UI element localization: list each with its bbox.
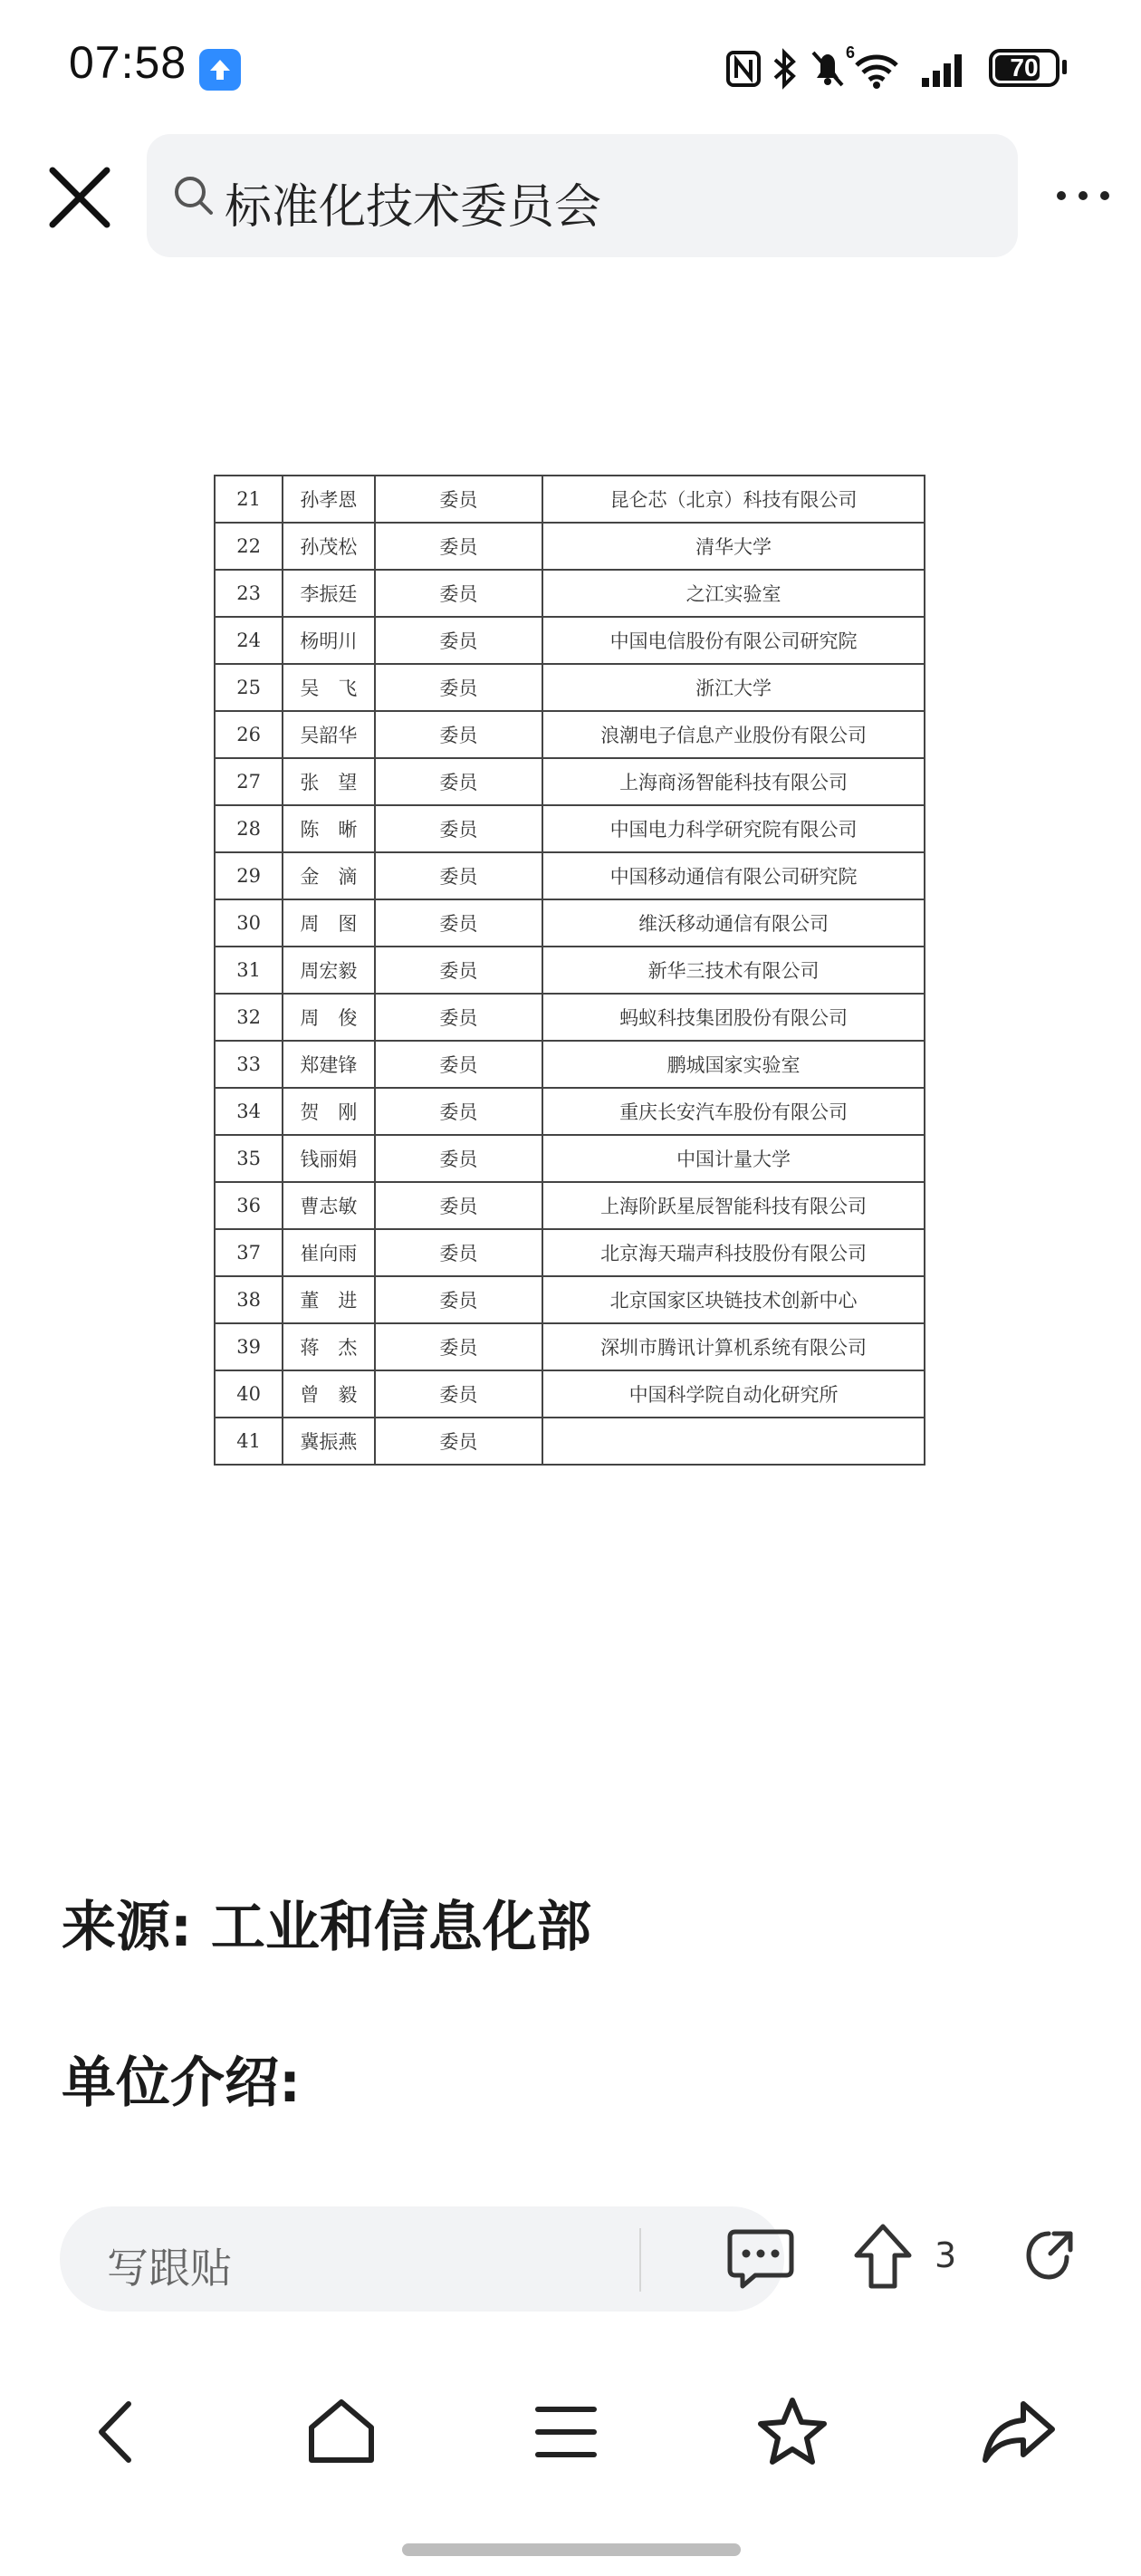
row-number: 33: [215, 1041, 283, 1088]
member-role: 委员: [375, 1229, 543, 1276]
upvote-count: 3: [935, 2235, 957, 2275]
member-role: 委员: [375, 1418, 543, 1465]
table-row: [215, 1041, 925, 1088]
table-row: [215, 852, 925, 899]
member-organization: 中国移动通信有限公司研究院: [542, 852, 925, 899]
member-role: 委员: [375, 1135, 543, 1182]
member-table-image: [214, 475, 925, 1466]
search-icon: [172, 174, 216, 217]
row-number: 26: [215, 711, 283, 758]
menu-icon: [525, 2391, 607, 2473]
share-icon: [1021, 2226, 1078, 2283]
member-role: 委员: [375, 994, 543, 1041]
member-name: 周 图: [283, 899, 374, 947]
member-name: 贺 刚: [283, 1088, 374, 1135]
share-button[interactable]: [1021, 2226, 1078, 2283]
row-number: 28: [215, 805, 283, 852]
more-button[interactable]: [1054, 178, 1112, 214]
upvote-button[interactable]: [851, 2221, 969, 2293]
comment-input[interactable]: [60, 2206, 784, 2312]
member-name: 郑建锋: [283, 1041, 374, 1088]
member-name: 周宏毅: [283, 947, 374, 994]
member-organization: 中国科学院自动化研究所: [542, 1370, 925, 1418]
table-row: [215, 570, 925, 617]
member-organization: 蚂蚁科技集团股份有限公司: [542, 994, 925, 1041]
member-role: 委员: [375, 852, 543, 899]
bluetooth-icon: [770, 42, 801, 96]
member-role: 委员: [375, 1370, 543, 1418]
table-row: [215, 1418, 925, 1465]
member-name: 金 滴: [283, 852, 374, 899]
table-row: [215, 1370, 925, 1418]
member-role: 委员: [375, 1276, 543, 1323]
row-number: 40: [215, 1370, 283, 1418]
row-number: 35: [215, 1135, 283, 1182]
row-number: 30: [215, 899, 283, 947]
member-name: 杨明川: [283, 617, 374, 664]
divider: [639, 2228, 641, 2292]
row-number: 39: [215, 1323, 283, 1370]
member-role: 委员: [375, 947, 543, 994]
member-organization: 清华大学: [542, 523, 925, 570]
table-row: [215, 1135, 925, 1182]
member-role: 委员: [375, 805, 543, 852]
member-role: 委员: [375, 1182, 543, 1229]
table-row: [215, 711, 925, 758]
table-row: [215, 758, 925, 805]
member-name: 孙茂松: [283, 523, 374, 570]
home-button[interactable]: [301, 2391, 382, 2473]
table-row: [215, 994, 925, 1041]
member-organization: 中国计量大学: [542, 1135, 925, 1182]
member-role: 委员: [375, 476, 543, 523]
member-role: 委员: [375, 617, 543, 664]
forward-share-icon: [978, 2391, 1060, 2473]
row-number: 32: [215, 994, 283, 1041]
comment-placeholder: 写跟贴: [107, 2244, 232, 2292]
member-organization: [542, 1418, 925, 1465]
member-name: 冀振燕: [283, 1418, 374, 1465]
comments-button[interactable]: [724, 2225, 797, 2293]
member-organization: 新华三技术有限公司: [542, 947, 925, 994]
upvote-icon: [851, 2221, 915, 2293]
member-organization: 上海商汤智能科技有限公司: [542, 758, 925, 805]
back-button[interactable]: [78, 2391, 159, 2473]
row-number: 27: [215, 758, 283, 805]
member-name: 崔向雨: [283, 1229, 374, 1276]
member-organization: 上海阶跃星辰智能科技有限公司: [542, 1182, 925, 1229]
wifi-icon: [851, 42, 902, 96]
row-number: 29: [215, 852, 283, 899]
member-role: 委员: [375, 711, 543, 758]
member-role: 委员: [375, 1041, 543, 1088]
table-row: [215, 617, 925, 664]
network-type: 6: [846, 43, 856, 62]
row-number: 22: [215, 523, 283, 570]
member-role: 委员: [375, 1323, 543, 1370]
member-table: [214, 475, 925, 1466]
unit-intro-heading: 单位介绍:: [62, 2052, 301, 2115]
row-number: 24: [215, 617, 283, 664]
member-name: 董 进: [283, 1276, 374, 1323]
row-number: 31: [215, 947, 283, 994]
member-name: 李振廷: [283, 570, 374, 617]
row-number: 38: [215, 1276, 283, 1323]
member-organization: 维沃移动通信有限公司: [542, 899, 925, 947]
member-organization: 北京国家区块链技术创新中心: [542, 1276, 925, 1323]
row-number: 37: [215, 1229, 283, 1276]
row-number: 25: [215, 664, 283, 711]
row-number: 36: [215, 1182, 283, 1229]
member-role: 委员: [375, 523, 543, 570]
member-name: 钱丽娟: [283, 1135, 374, 1182]
battery-level: 70: [1010, 53, 1039, 82]
member-organization: 重庆长安汽车股份有限公司: [542, 1088, 925, 1135]
battery-icon: [989, 49, 1060, 87]
status-bar: [0, 0, 1141, 136]
member-role: 委员: [375, 758, 543, 805]
status-icons: [724, 42, 1087, 96]
more-icon: [1054, 178, 1112, 214]
table-row: [215, 1088, 925, 1135]
table-row: [215, 805, 925, 852]
status-time: 07:58: [69, 37, 187, 88]
member-name: 吴韶华: [283, 711, 374, 758]
member-name: 周 俊: [283, 994, 374, 1041]
member-role: 委员: [375, 570, 543, 617]
row-number: 41: [215, 1418, 283, 1465]
member-organization: 北京海天瑞声科技股份有限公司: [542, 1229, 925, 1276]
favorite-icon: [752, 2391, 833, 2473]
member-organization: 中国电力科学研究院有限公司: [542, 805, 925, 852]
menu-button[interactable]: [525, 2391, 607, 2473]
member-organization: 昆仑芯（北京）科技有限公司: [542, 476, 925, 523]
member-organization: 浙江大学: [542, 664, 925, 711]
member-name: 曹志敏: [283, 1182, 374, 1229]
member-organization: 鹏城国家实验室: [542, 1041, 925, 1088]
member-organization: 之江实验室: [542, 570, 925, 617]
home-indicator[interactable]: [402, 2543, 741, 2556]
member-name: 吴 飞: [283, 664, 374, 711]
table-row: [215, 1276, 925, 1323]
member-role: 委员: [375, 1088, 543, 1135]
upload-app-icon: [199, 49, 241, 91]
close-icon: [45, 163, 114, 232]
mute-icon: [808, 42, 848, 96]
search-query: 标准化技术委员会: [225, 180, 602, 235]
table-row: [215, 664, 925, 711]
member-role: 委员: [375, 664, 543, 711]
table-row: [215, 1229, 925, 1276]
member-name: 蒋 杰: [283, 1323, 374, 1370]
table-row: [215, 476, 925, 523]
table-row: [215, 1323, 925, 1370]
source-text: 来源: 工业和信息化部: [62, 1896, 591, 1959]
row-number: 21: [215, 476, 283, 523]
member-name: 曾 毅: [283, 1370, 374, 1418]
signal-icon: [918, 42, 973, 96]
search-box[interactable]: [147, 134, 1018, 257]
row-number: 23: [215, 570, 283, 617]
row-number: 34: [215, 1088, 283, 1135]
forward-share-button[interactable]: [978, 2391, 1060, 2473]
favorite-button[interactable]: [752, 2391, 833, 2473]
member-organization: 中国电信股份有限公司研究院: [542, 617, 925, 664]
member-name: 张 望: [283, 758, 374, 805]
table-row: [215, 1182, 925, 1229]
back-icon: [78, 2391, 159, 2473]
table-row: [215, 899, 925, 947]
nfc-icon: [724, 42, 764, 96]
member-organization: 深圳市腾讯计算机系统有限公司: [542, 1323, 925, 1370]
comment-icon: [724, 2225, 797, 2293]
member-organization: 浪潮电子信息产业股份有限公司: [542, 711, 925, 758]
member-name: 孙孝恩: [283, 476, 374, 523]
member-role: 委员: [375, 899, 543, 947]
table-row: [215, 947, 925, 994]
close-button[interactable]: [45, 163, 114, 232]
member-name: 陈 晰: [283, 805, 374, 852]
home-icon: [301, 2391, 382, 2473]
table-row: [215, 523, 925, 570]
